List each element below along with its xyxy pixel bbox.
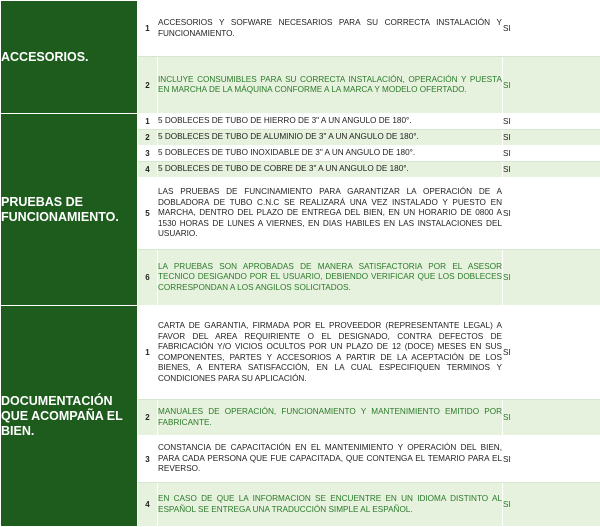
row-description: INCLUYE CONSUMIBLES PARA SU CORRECTA INSTALACIÓN, OPERACIÓN Y PUESTA EN MARCHA DE LA MÁQUINA CONFORME A LA MARCA Y MODELO OFERTADO. — [158, 57, 503, 114]
row-description: CONSTANCIA DE CAPACITACIÓN EN EL MANTENIMIENTO Y OPERACIÓN DEL BIEN, PARA CADA PERSONA QUE FUE CAPACITADA, QUE CONTENGA EL TEMARIO PARA EL REVERSO. — [158, 436, 503, 483]
section-title-documentacion: DOCUMENTACIÓN QUE ACOMPAÑA EL BIEN. — [1, 306, 138, 527]
row-answer: SI — [503, 436, 600, 483]
row-answer: SI — [503, 400, 600, 436]
table-row — [1, 306, 600, 400]
row-description: ACCESORIOS Y SOFWARE NECESARIOS PARA SU CORRECTA INSTALACIÓN Y FUNCIONAMIENTO. — [158, 1, 503, 57]
row-number: 1 — [138, 306, 158, 400]
row-number: 5 — [138, 178, 158, 250]
row-number: 1 — [138, 114, 158, 130]
row-description: MANUALES DE OPERACIÓN, FUNCIONAMIENTO Y MANTENIMIENTO EMITIDO POR FABRICANTE. — [158, 400, 503, 436]
row-description: EN CASO DE QUE LA INFORMACION SE ENCUENTRE EN UN IDIOMA DISTINTO AL ESPAÑOL SE ENTREGA UNA TRADUCCIÓN SIMPLE AL ESPAÑOL. — [158, 483, 503, 527]
row-number: 1 — [138, 1, 158, 57]
section-title-pruebas: PRUEBAS DE FUNCIONAMIENTO. — [1, 114, 138, 306]
row-description: LAS PRUEBAS DE FUNCINAMIENTO PARA GARANTIZAR LA OPERACIÓN DE A DOBLADORA DE TUBO C.N.C SE REALIZARÁ UNA VEZ INSTALADO Y PUESTO EN MARCHA, DENTRO DEL PLAZO DE ENTREGA DEL BIEN, EN UN HORARIO DE 0800 A 1530 HORAS DE LUNES A VIERNES, EN DIAS HABILES EN LAS INSTALACIONES DEL USUARIO. — [158, 178, 503, 250]
table-row — [1, 1, 600, 57]
row-answer: SI — [503, 146, 600, 162]
row-number: 2 — [138, 57, 158, 114]
row-description: 5 DOBLECES DE TUBO INOXIDABLE DE 3" A UN ANGULO DE 180°. — [158, 146, 503, 162]
row-description: 5 DOBLECES DE TUBO DE COBRE DE 3" A UN ANGULO DE 180°. — [158, 162, 503, 178]
row-description: CARTA DE GARANTIA, FIRMADA POR EL PROVEEDOR (REPRESENTANTE LEGAL) A FAVOR DEL AREA REQUIRIENTE O EL DESIGNADO, CONTRA DEFECTOS DE FABRICACIÓN Y/O VICIOS OCULTOS POR UN PLAZO DE 12 (DOCE) MESES EN SUS COMPONENTES, PARTES Y ACCESORIOS A PARTIR DE LA ACEPTACIÓN DE LOS BIENES, A ENTERA SATISFACCIÓN, EN LA CUAL ESPECIFIQUEN TERMINOS Y CONDICIONES PARA SU APLICACIÓN. — [158, 306, 503, 400]
row-description: 5 DOBLECES DE TUBO DE HIERRO DE 3" A UN ANGULO DE 180°. — [158, 114, 503, 130]
row-number: 3 — [138, 146, 158, 162]
row-answer: SI — [503, 130, 600, 146]
row-number: 2 — [138, 400, 158, 436]
table-row — [1, 114, 600, 130]
row-answer: SI — [503, 162, 600, 178]
row-answer: SI — [503, 1, 600, 57]
row-number: 4 — [138, 483, 158, 527]
row-number: 3 — [138, 436, 158, 483]
row-answer: SI — [503, 114, 600, 130]
row-answer: SI — [503, 57, 600, 114]
row-answer: SI — [503, 306, 600, 400]
row-answer: SI — [503, 483, 600, 527]
row-answer: SI — [503, 250, 600, 306]
row-number: 2 — [138, 130, 158, 146]
row-number: 6 — [138, 250, 158, 306]
row-description: 5 DOBLECES DE TUBO DE ALUMINIO DE 3" A UN ANGULO DE 180°. — [158, 130, 503, 146]
section-title-accesorios: ACCESORIOS. — [1, 1, 138, 114]
row-description: LA PRUEBAS SON APROBADAS DE MANERA SATISFACTORIA POR EL ASESOR TECNICO DESIGANDO POR EL USUARIO, DEBIENDO VERIFICAR QUE LOS DOBLECES CORRESPONDAN A LOS ANGILOS SOLICITADOS. — [158, 250, 503, 306]
row-number: 4 — [138, 162, 158, 178]
row-answer: SI — [503, 178, 600, 250]
